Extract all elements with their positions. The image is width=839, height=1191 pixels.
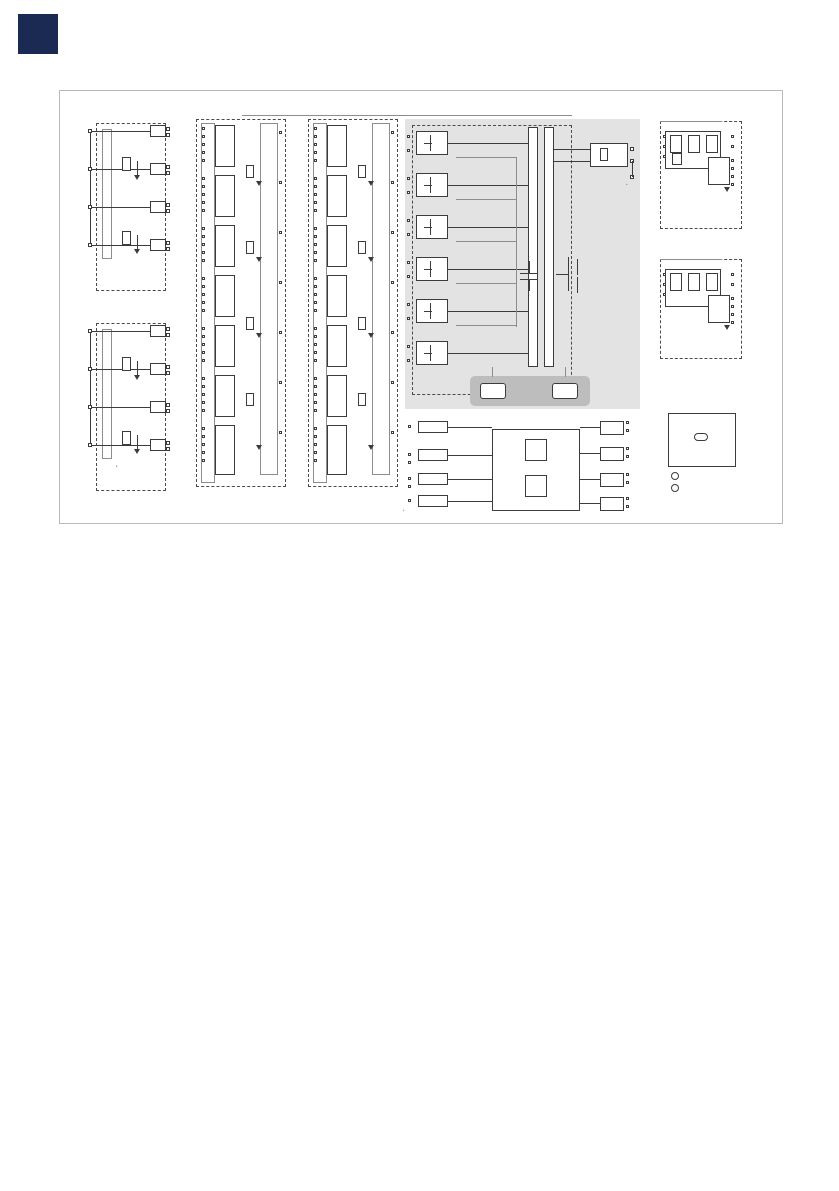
left-upper-wire-1: [90, 131, 150, 132]
central-bus-bar-right: [544, 127, 554, 367]
lower-center-in-wire-4: [448, 501, 492, 502]
left-lower-load-3: [150, 401, 166, 413]
column-three-diode-4: [368, 445, 374, 450]
column-two-coil-4: [246, 393, 254, 406]
column-two-module-4: [215, 275, 235, 317]
bottom-right-panel-contact: [694, 433, 708, 441]
page-corner-tab: [18, 14, 58, 54]
lower-center-output-1: [600, 421, 624, 435]
central-right-wire-1: [554, 149, 590, 150]
left-lower-in-pad-3: [88, 405, 92, 409]
central-connector-contact-left: [480, 383, 506, 399]
right-upper-sub-module: [672, 153, 682, 165]
lower-center-output-2: [600, 447, 624, 461]
left-lower-coil-1: [122, 357, 131, 371]
central-connector-lead-left: [492, 367, 493, 377]
left-lower-note: L: [116, 464, 118, 468]
column-two-diode-4: [256, 445, 262, 450]
schematic-diagram-frame: [59, 90, 783, 524]
right-lower-channel-2: [688, 273, 700, 291]
column-three-module-3: [327, 225, 347, 267]
left-lower-pad-6: [166, 409, 170, 413]
column-two-diode-3: [256, 333, 262, 338]
column-two-module-5: [215, 325, 235, 367]
column-three-module-2: [327, 175, 347, 217]
lower-center-out-wire-4: [580, 503, 600, 504]
column-two-diode-2: [256, 257, 262, 262]
central-driver-4: [416, 257, 448, 281]
column-two-right-rail: [260, 123, 278, 475]
right-lower-output-module: [708, 295, 730, 323]
central-right-note: +: [626, 182, 628, 186]
left-upper-pad-3: [166, 165, 170, 169]
lower-center-output-4: [600, 497, 624, 511]
right-upper-diode: [724, 187, 730, 192]
left-lower-coil-lead-1: [137, 361, 138, 377]
column-three-module-5: [327, 325, 347, 367]
central-top-leader: [242, 115, 572, 116]
central-connector-lead-right: [565, 367, 566, 377]
bottom-right-indicator-2: [671, 484, 679, 492]
column-three-coil-2: [358, 241, 366, 254]
column-three-coil-3: [358, 317, 366, 330]
left-upper-load-4: [150, 239, 166, 251]
left-lower-coil-lead-2: [137, 435, 138, 451]
column-three-diode-3: [368, 333, 374, 338]
left-lower-pad-2: [166, 333, 170, 337]
central-right-pad-1: [630, 147, 634, 151]
lower-center-ground-label: ⏚: [402, 508, 406, 512]
central-right-module: [590, 143, 628, 167]
lower-center-input-pad-2: [408, 453, 411, 456]
bottom-right-indicator-1: [671, 472, 679, 480]
central-right-coil: [600, 148, 608, 161]
column-three-right-rail: [372, 123, 390, 475]
left-lower-pad-7: [166, 441, 170, 445]
lower-center-input-2: [418, 449, 448, 461]
column-two-coil-2: [246, 241, 254, 254]
lower-center-input-pad-6: [408, 499, 411, 502]
right-lower-channel-1: [670, 273, 682, 291]
left-lower-load-1: [150, 325, 166, 337]
left-upper-pad-8: [166, 247, 170, 251]
left-upper-pad-5: [166, 203, 170, 207]
central-right-wire-3: [632, 161, 633, 177]
column-two-module-6: [215, 375, 235, 417]
column-two-module-3: [215, 225, 235, 267]
left-upper-in-pad-4: [88, 243, 92, 247]
lower-center-input-pad-5: [408, 485, 411, 488]
column-two-coil-3: [246, 317, 254, 330]
column-three-module-7: [327, 425, 347, 475]
column-three-coil-1: [358, 165, 366, 178]
left-upper-load-1: [150, 125, 166, 137]
column-three-diode-1: [368, 181, 374, 186]
lower-center-core-upper: [525, 439, 547, 461]
left-lower-rail: [102, 329, 112, 459]
central-right-wire-2: [554, 161, 590, 162]
lower-center-in-wire-1: [448, 427, 492, 428]
left-upper-vert-bus: [90, 131, 91, 247]
column-three-module-6: [327, 375, 347, 417]
left-lower-pad-8: [166, 447, 170, 451]
left-lower-wire-3: [90, 407, 150, 408]
column-three-coil-4: [358, 393, 366, 406]
left-lower-pad-5: [166, 403, 170, 407]
lower-center-input-3: [418, 473, 448, 485]
left-upper-pad-7: [166, 241, 170, 245]
lower-center-input-pad-3: [408, 461, 411, 464]
left-upper-coil-2: [122, 231, 131, 245]
left-upper-wire-2: [90, 169, 150, 170]
column-three-diode-2: [368, 257, 374, 262]
left-upper-coil-1: [122, 157, 131, 171]
left-upper-pad-6: [166, 209, 170, 213]
left-lower-wire-4: [90, 445, 150, 446]
left-upper-wire-3: [90, 207, 150, 208]
right-upper-channel-1: [670, 135, 682, 153]
left-upper-in-pad-2: [88, 167, 92, 171]
lower-center-input-4: [418, 495, 448, 507]
left-upper-pad-4: [166, 171, 170, 175]
left-lower-in-pad-2: [88, 367, 92, 371]
right-upper-channel-3: [706, 135, 718, 153]
left-lower-load-4: [150, 439, 166, 451]
column-two-diode-1: [256, 181, 262, 186]
lower-center-input-pad-4: [408, 477, 411, 480]
right-upper-leader: [660, 121, 722, 122]
right-lower-channel-3: [706, 273, 718, 291]
column-two-module-1: [215, 125, 235, 167]
left-upper-load-3: [150, 201, 166, 213]
left-lower-pad-3: [166, 365, 170, 369]
lower-center-input-1: [418, 421, 448, 433]
left-lower-load-2: [150, 363, 166, 375]
lower-center-out-wire-1: [580, 427, 600, 428]
left-upper-pad-1: [166, 127, 170, 131]
left-lower-pad-4: [166, 371, 170, 375]
left-lower-pad-1: [166, 327, 170, 331]
lower-center-input-pad-1: [408, 425, 411, 428]
central-driver-6: [416, 341, 448, 365]
left-upper-load-2: [150, 163, 166, 175]
left-lower-in-pad-4: [88, 443, 92, 447]
lower-center-in-wire-3: [448, 479, 492, 480]
left-upper-rail: [102, 129, 112, 259]
lower-center-out-wire-2: [580, 453, 600, 454]
left-upper-in-pad-3: [88, 205, 92, 209]
column-two-module-7: [215, 425, 235, 475]
left-lower-vert-bus: [90, 331, 91, 447]
central-driver-2: [416, 173, 448, 197]
right-lower-diode: [724, 325, 730, 330]
column-three-module-4: [327, 275, 347, 317]
lower-center-in-wire-2: [448, 455, 492, 456]
right-upper-output-module: [708, 157, 730, 185]
left-upper-wire-4: [90, 245, 150, 246]
left-upper-pad-2: [166, 133, 170, 137]
left-upper-coil-lead-2: [137, 235, 138, 251]
left-upper-in-pad-1: [88, 129, 92, 133]
left-lower-wire-1: [90, 331, 150, 332]
central-driver-3: [416, 215, 448, 239]
central-driver-5: [416, 299, 448, 323]
lower-center-output-3: [600, 473, 624, 487]
column-two-coil-1: [246, 165, 254, 178]
central-driver-1: [416, 131, 448, 155]
right-upper-channel-2: [688, 135, 700, 153]
left-lower-coil-2: [122, 431, 131, 445]
central-connector-contact-right: [552, 383, 578, 399]
column-two-module-2: [215, 175, 235, 217]
column-three-module-1: [327, 125, 347, 167]
left-lower-in-pad-1: [88, 329, 92, 333]
lower-center-out-wire-3: [580, 479, 600, 480]
lower-center-core-lower: [525, 475, 547, 497]
central-bus-bar-left: [528, 127, 538, 367]
left-upper-coil-lead-1: [137, 161, 138, 177]
left-lower-wire-2: [90, 369, 150, 370]
right-lower-leader: [660, 259, 722, 260]
